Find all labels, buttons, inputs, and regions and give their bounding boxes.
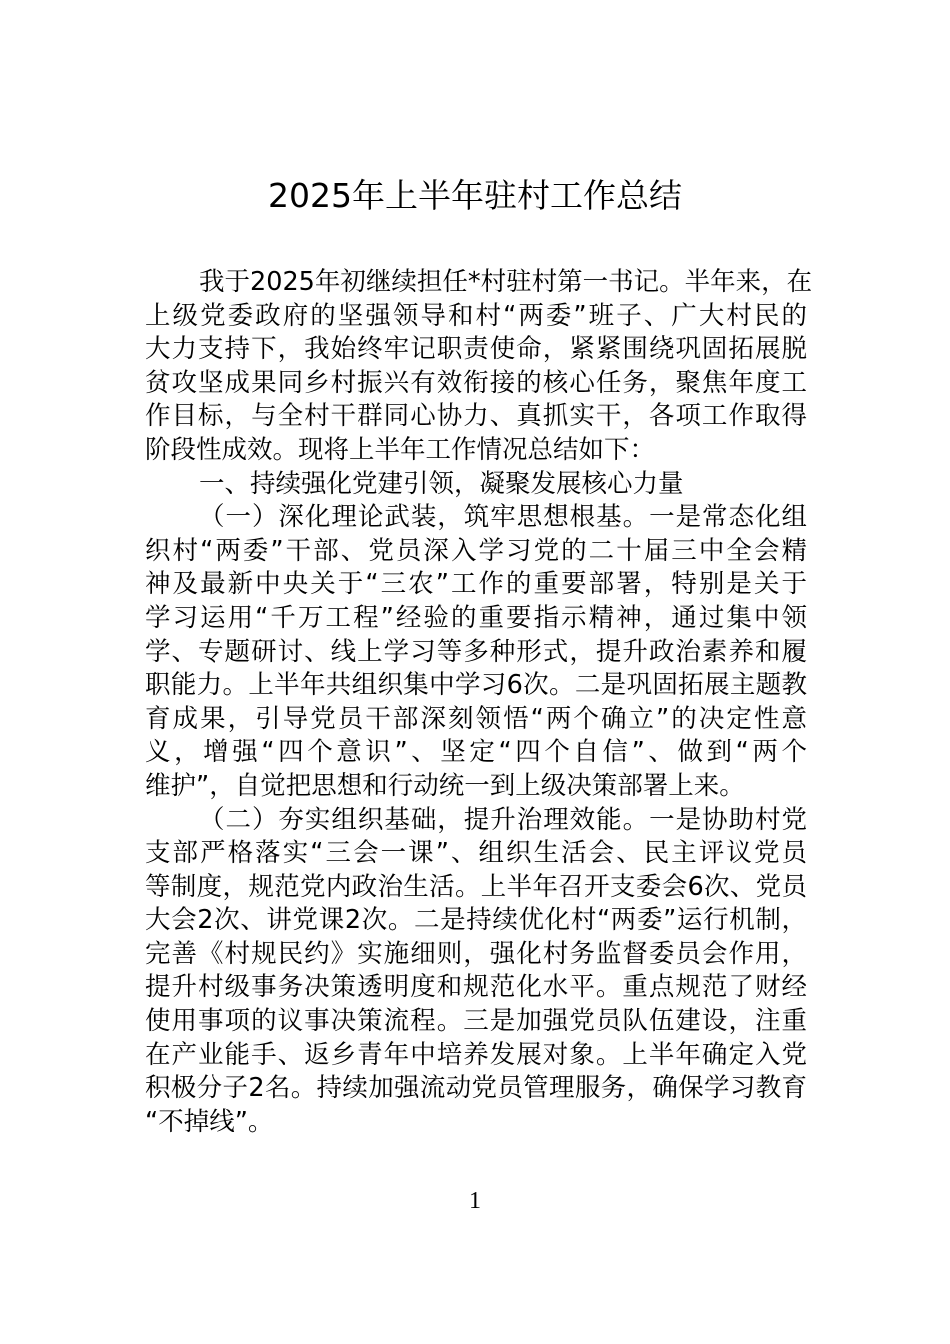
text-line: （二）夯实组织基础，提升治理效能。一是协助村党 bbox=[199, 804, 807, 835]
text-line: 职能力。上半年共组织集中学习6次。二是巩固拓展主题教 bbox=[145, 670, 807, 701]
text-line: 等制度，规范党内政治生活。上半年召开支委会6次、党员 bbox=[145, 871, 807, 902]
text-line: （一）深化理论武装，筑牢思想根基。一是常态化组 bbox=[199, 502, 807, 533]
text-line: 一、持续强化党建引领，凝聚发展核心力量 bbox=[199, 468, 684, 499]
text-line: 维护”，自觉把思想和行动统一到上级决策部署上来。 bbox=[145, 770, 745, 801]
text-line: “不掉线”。 bbox=[145, 1106, 274, 1137]
text-line: 完善《村规民约》实施细则，强化村务监督委员会作用， bbox=[145, 938, 807, 969]
text-line: 支部严格落实“三会一课”、组织生活会、民主评议党员 bbox=[145, 838, 807, 869]
page-number: 1 bbox=[469, 1188, 481, 1214]
text-line: 学、专题研讨、线上学习等多种形式，提升政治素养和履 bbox=[145, 636, 807, 667]
paragraph bbox=[145, 266, 813, 468]
text-line: 提升村级事务决策透明度和规范化水平。重点规范了财经 bbox=[145, 972, 807, 1003]
paragraph bbox=[145, 804, 807, 1140]
text-line: 学习运用“千万工程”经验的重要指示精神，通过集中领 bbox=[145, 602, 807, 633]
text-line: 使用事项的议事决策流程。三是加强党员队伍建设，注重 bbox=[145, 1006, 807, 1037]
text-line: 大会2次、讲党课2次。二是持续优化村“两委”运行机制， bbox=[145, 905, 807, 936]
text-line: 积极分子2名。持续加强流动党员管理服务，确保学习教育 bbox=[145, 1073, 807, 1104]
text-line: 上级党委政府的坚强领导和村“两委”班子、广大村民的 bbox=[145, 300, 807, 331]
text-line: 作目标，与全村干群同心协力、真抓实干，各项工作取得 bbox=[145, 401, 807, 432]
text-line: 大力支持下，我始终牢记职责使命，紧紧围绕巩固拓展脱 bbox=[145, 334, 807, 365]
section-heading bbox=[145, 468, 807, 502]
text-line: 育成果，引导党员干部深刻领悟“两个确立”的决定性意 bbox=[145, 703, 807, 734]
paragraph bbox=[145, 501, 807, 803]
text-line: 贫攻坚成果同乡村振兴有效衔接的核心任务，聚焦年度工 bbox=[145, 367, 807, 398]
document-body bbox=[145, 266, 813, 1139]
text-line: 义，增强“四个意识”、坚定“四个自信”、做到“两个 bbox=[145, 737, 807, 768]
document-title: 2025年上半年驻村工作总结 bbox=[268, 176, 682, 215]
text-line: 织村“两委”干部、党员深入学习党的二十届三中全会精 bbox=[145, 535, 807, 566]
text-line: 我于2025年初继续担任*村驻村第一书记。半年来，在 bbox=[199, 267, 813, 297]
text-line: 阶段性成效。现将上半年工作情况总结如下： bbox=[145, 434, 656, 465]
text-line: 神及最新中央关于“三农”工作的重要部署，特别是关于 bbox=[145, 569, 807, 600]
text-line: 在产业能手、返乡青年中培养发展对象。上半年确定入党 bbox=[145, 1039, 807, 1070]
